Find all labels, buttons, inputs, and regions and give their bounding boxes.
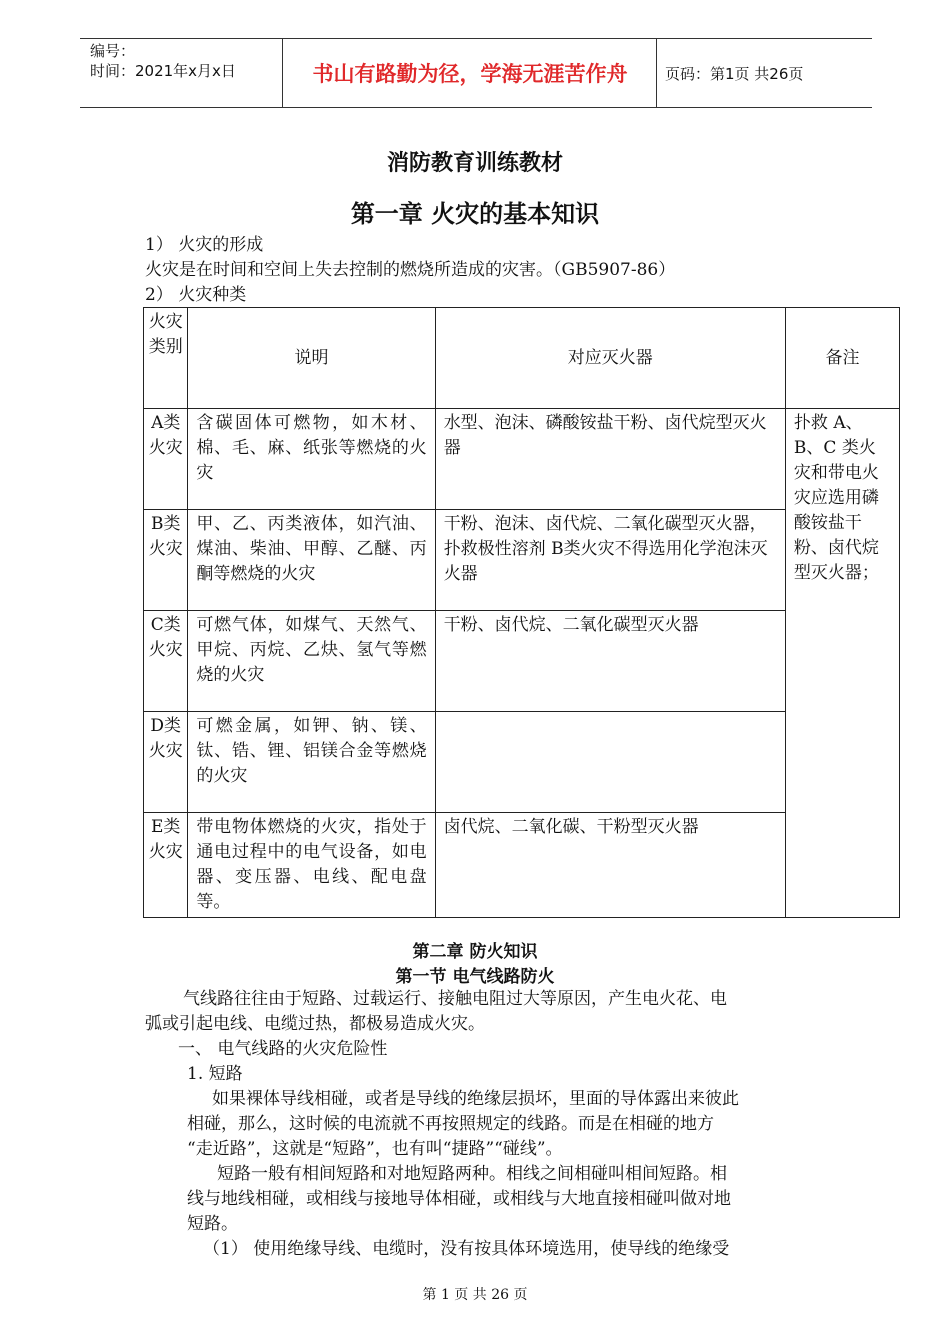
category-cell: C类火灾 (144, 611, 188, 712)
description-cell: 可燃金属，如钾、钠、镁、钛、锆、锂、铝镁合金等燃烧的火灾 (188, 712, 435, 813)
header-page-info: 页码：第1页 共26页 (665, 64, 804, 83)
chapter2-section-title: 第一节 电气线路防火 (395, 967, 555, 987)
page-footer: 第 1 页 共 26 页 (422, 1287, 528, 1303)
description-cell: 可燃气体，如煤气、天然气、甲烷、丙烷、乙炔、氢气等燃烧的火灾 (188, 611, 435, 712)
item-heading: 1. 短路 (187, 1064, 243, 1084)
header-cell-category: 火灾类别 (144, 308, 188, 409)
fire-class-table (143, 307, 900, 918)
paragraph-line: 线与地线相碰，或相线与接地导体相碰，或相线与大地直接相碰叫做对地 (187, 1189, 731, 1209)
description-cell: 带电物体燃烧的火灾，指处于通电过程中的电气设备，如电器、变压器、电线、配电盘等。 (188, 813, 435, 918)
header-meta (90, 41, 236, 81)
category-cell: E类火灾 (144, 813, 188, 918)
section1-text: 火灾是在时间和空间上失去控制的燃烧所造成的灾害。（GB5907-86） (145, 260, 676, 280)
category-cell: D类火灾 (144, 712, 188, 813)
subsection-heading: 一、 电气线路的火灾危险性 (178, 1039, 388, 1059)
table-header-row (144, 308, 900, 409)
paragraph-line: 弧或引起电线、电缆过热，都极易造成火灾。 (145, 1014, 485, 1034)
extinguisher-cell: 水型、泡沫、磷酸铵盐干粉、卤代烷型灭火器 (435, 409, 785, 510)
extinguisher-cell: 干粉、卤代烷、二氧化碳型灭火器 (435, 611, 785, 712)
section1-heading: 1） 火灾的形成 (145, 235, 264, 255)
category-cell: A类火灾 (144, 409, 188, 510)
paragraph-line: 短路。 (187, 1214, 238, 1234)
description-cell: 含碳固体可燃物，如木材、棉、毛、麻、纸张等燃烧的火灾 (188, 409, 435, 510)
description-cell: 甲、乙、丙类液体，如汽油、煤油、柴油、甲醇、乙醚、丙酮等燃烧的火灾 (188, 510, 435, 611)
header-cell-description: 说明 (188, 308, 435, 409)
header-number: 编号： (90, 42, 136, 60)
chapter1-title: 第一章 火灾的基本知识 (350, 200, 600, 228)
extinguisher-cell: 卤代烷、二氧化碳、干粉型灭火器 (435, 813, 785, 918)
header-motto: 书山有路勤为径，学海无涯苦作舟 (312, 62, 628, 86)
extinguisher-cell (435, 712, 785, 813)
section2-heading: 2） 火灾种类 (145, 285, 247, 305)
paragraph-line: 短路一般有相间短路和对地短路两种。相线之间相碰叫相间短路。相 (217, 1164, 727, 1184)
chapter2-title: 第二章 防火知识 (412, 942, 538, 962)
header-cell-extinguisher: 对应灭火器 (435, 308, 785, 409)
header-cell-note: 备注 (785, 308, 899, 409)
category-cell: B类火灾 (144, 510, 188, 611)
header-time: 时间：2021年x月x日 (90, 62, 236, 80)
doc-title: 消防教育训练教材 (386, 151, 563, 176)
paragraph-line: 如果裸体导线相碰，或者是导线的绝缘层损坏，里面的导体露出来彼此 (212, 1089, 739, 1109)
note-cell: 扑救 A、B、C 类火灾和带电火灾应选用磷酸铵盐干粉、卤代烷型灭火器； (785, 409, 899, 918)
page-header (80, 38, 872, 108)
paragraph-line: （1） 使用绝缘导线、电缆时，没有按具体环境选用，使导线的绝缘受 (203, 1239, 730, 1259)
extinguisher-cell: 干粉、泡沫、卤代烷、二氧化碳型灭火器，扑救极性溶剂 B类火灾不得选用化学泡沫灭火器 (435, 510, 785, 611)
paragraph-line: “走近路”，这就是“短路”，也有叫“捷路”“碰线”。 (187, 1139, 563, 1159)
paragraph-line: 气线路往往由于短路、过载运行、接触电阻过大等原因，产生电火花、电 (183, 989, 727, 1009)
table-row (144, 409, 900, 510)
paragraph-line: 相碰，那么，这时候的电流就不再按照规定的线路。而是在相碰的地方 (187, 1114, 714, 1134)
header-divider (656, 39, 657, 107)
